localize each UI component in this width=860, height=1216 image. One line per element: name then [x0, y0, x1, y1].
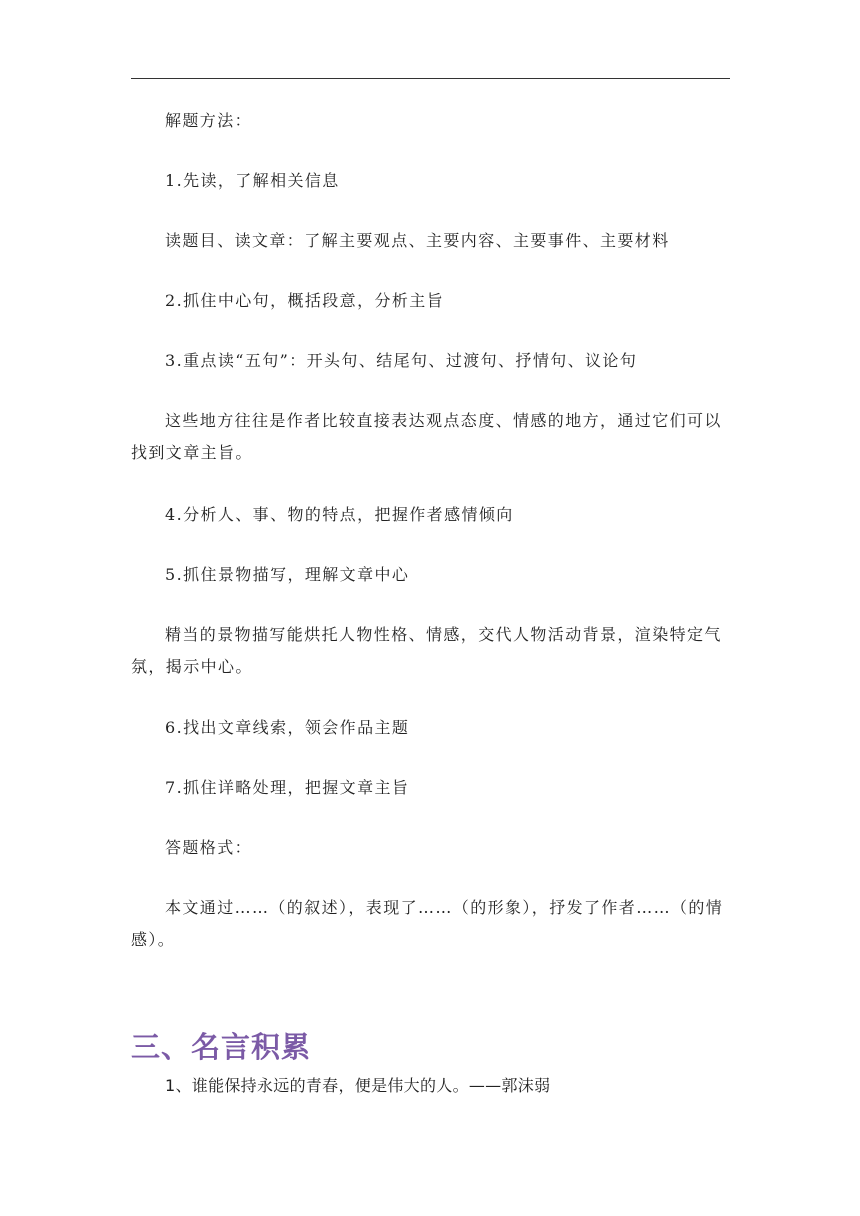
paragraph-answer-format: 本文通过……（的叙述），表现了……（的形象），抒发了作者……（的情感）。 — [131, 898, 724, 949]
header-rule — [131, 78, 730, 79]
paragraph-step-6: 6.找出文章线索，领会作品主题 — [165, 718, 410, 737]
quote-item: 1、谁能保持永远的青春，便是伟大的人。——郭沫弱 — [165, 1076, 551, 1095]
paragraph-step-1: 1.先读，了解相关信息 — [165, 171, 340, 190]
paragraph-step-2: 2.抓住中心句，概括段意，分析主旨 — [165, 291, 445, 310]
paragraph-method-title: 解题方法： — [165, 111, 253, 130]
paragraph-step-1-detail: 读题目、读文章：了解主要观点、主要内容、主要事件、主要材料 — [165, 231, 670, 250]
paragraph-step-3: 3.重点读“五句”：开头句、结尾句、过渡句、抒情句、议论句 — [165, 351, 638, 370]
paragraph-step-5: 5.抓住景物描写，理解文章中心 — [165, 565, 410, 584]
paragraph-step-3-detail: 这些地方往往是作者比较直接表达观点态度、情感的地方，通过它们可以找到文章主旨。 — [131, 411, 722, 462]
paragraph-step-4: 4.分析人、事、物的特点，把握作者感情倾向 — [165, 505, 514, 524]
section-heading: 三、名言积累 — [131, 1030, 312, 1064]
paragraph-answer-format-title: 答题格式： — [165, 838, 253, 857]
paragraph-step-7: 7.抓住详略处理，把握文章主旨 — [165, 778, 410, 797]
paragraph-step-5-detail: 精当的景物描写能烘托人物性格、情感，交代人物活动背景，渲染特定气氛，揭示中心。 — [131, 625, 722, 676]
